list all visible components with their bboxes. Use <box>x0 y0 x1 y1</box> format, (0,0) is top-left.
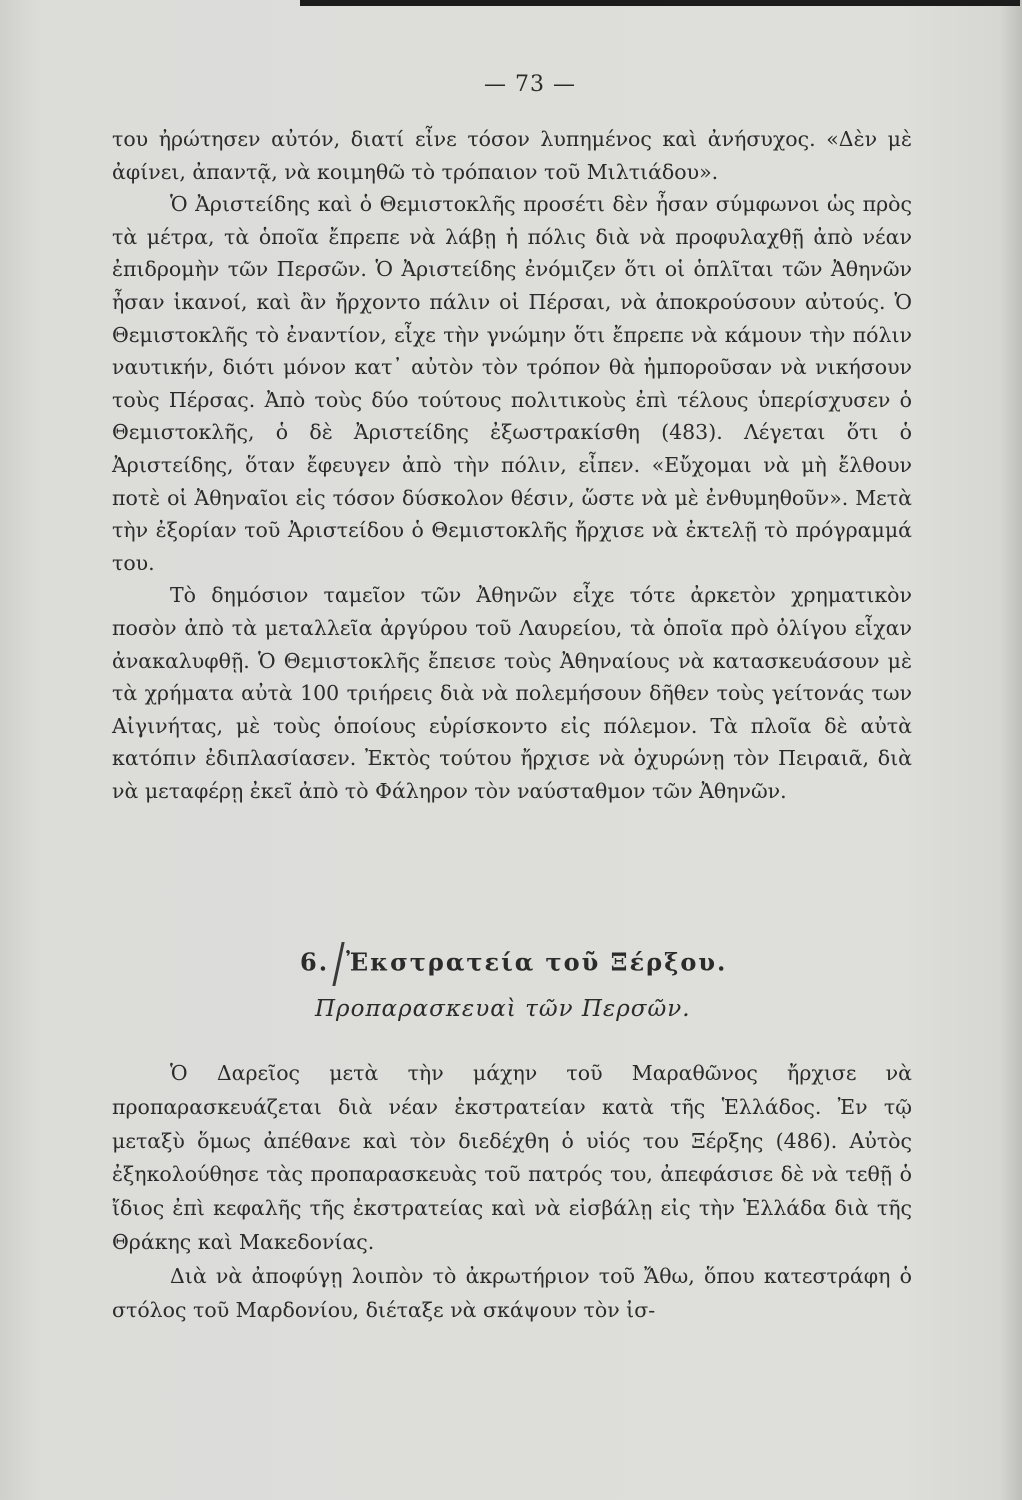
page-number: — 73 — <box>484 72 576 97</box>
section-title: Ἐκστρατεία τοῦ Ξέρξου. <box>346 947 728 977</box>
paragraph: Ὁ Δαρεῖος μετὰ τὴν μάχην τοῦ Μαραθῶνος ἤρχισε νὰ προπαρασκευάζεται διὰ νέαν ἐκστρατείαν κατὰ τῆς Ἑλλάδος. Ἐν τῷ μεταξὺ ὅμως ἀπέθανε καὶ τὸν διεδέχθη ὁ υἱός του Ξέρξης (486). Αὐτὸς ἐξηκολούθησε τὰς προπαρασκευὰς τοῦ πατρός του, ἀπεφάσισε δὲ νὰ τεθῇ ὁ ἴδιος ἐπὶ κεφαλῆς τῆς ἐκστρατείας καὶ νὰ εἰσβάλῃ εἰς τὴν Ἑλλάδα διὰ τῆς Θράκης καὶ Μακεδονίας. <box>112 1061 912 1254</box>
paragraph: του ἠρώτησεν αὐτόν, διατί εἶνε τόσον λυπημένος καὶ ἀνήσυχος. «Δὲν μὲ ἀφίνει, ἀπαντᾷ, νὰ κοιμηθῶ τὸ τρόπαιον τοῦ Μιλτιάδου». <box>112 127 912 184</box>
body-text-top <box>112 123 912 807</box>
section-number: 6. <box>300 947 330 977</box>
paragraph: Ὁ Ἀριστείδης καὶ ὁ Θεμιστοκλῆς προσέτι δὲν ἦσαν σύμφωνοι ὡς πρὸς τὰ μέτρα, τὰ ὁποῖα ἔπρεπε νὰ λάβῃ ἡ πόλις διὰ νὰ προφυλαχθῇ ἀπὸ νέαν ἐπιδρομὴν τῶν Περσῶν. Ὁ Ἀριστείδης ἐνόμιζεν ὅτι οἱ ὁπλῖται τῶν Ἀθηνῶν ἦσαν ἱκανοί, καὶ ἂν ἤρχοντο πάλιν οἱ Πέρσαι, νὰ ἀποκρούσουν αὐτούς. Ὁ Θεμιστοκλῆς τὸ ἐναντίον, εἶχε τὴν γνώμην ὅτι ἔπρεπε νὰ κάμουν τὴν πόλιν ναυτικήν, διότι μόνον κατ᾽ αὐτὸν τὸν τρόπον θὰ ἠμποροῦσαν νὰ νικήσουν τοὺς Πέρσας. Ἀπὸ τοὺς δύο τούτους πολιτικοὺς ἐπὶ τέλους ὑπερίσχυσεν ὁ Θεμιστοκλῆς, ὁ δὲ Ἀριστείδης ἐξωστρακίσθη (483). Λέγεται ὅτι ὁ Ἀριστείδης, ὅταν ἔφευγεν ἀπὸ τὴν πόλιν, εἶπεν. «Εὔχομαι νὰ μὴ ἔλθουν ποτὲ οἱ Ἀθηναῖοι εἰς τόσον δύσκολον θέσιν, ὥστε νὰ μὲ ἐνθυμηθοῦν». Μετὰ τὴν ἐξορίαν τοῦ Ἀριστείδου ὁ Θεμιστοκλῆς ἤρχισε νὰ ἐκτελῇ τὸ πρόγραμμά του. <box>112 192 912 575</box>
paragraph: Τὸ δημόσιον ταμεῖον τῶν Ἀθηνῶν εἶχε τότε ἀρκετὸν χρηματικὸν ποσὸν ἀπὸ τὰ μεταλλεῖα ἀργύρου τοῦ Λαυρείου, τὰ ὁποῖα πρὸ ὀλίγου εἶχαν ἀνακαλυφθῇ. Ὁ Θεμιστοκλῆς ἔπεισε τοὺς Ἀθηναίους νὰ κατασκευάσουν μὲ τὰ χρήματα αὐτὰ 100 τριήρεις διὰ νὰ πολεμήσουν δῆθεν τοὺς γείτονάς των Αἰγινήτας, μὲ τοὺς ὁποίους εὑρίσκοντο εἰς πόλεμον. Τὰ πλοῖα δὲ αὐτὰ κατόπιν ἐδιπλασίασεν. Ἐκτὸς τούτου ἤρχισε νὰ ὀχυρώνῃ τὸν Πειραιᾶ, διὰ νὰ μεταφέρῃ ἐκεῖ ἀπὸ τὸ Φάληρον τὸν ναύσταθμον τῶν Ἀθηνῶν. <box>112 583 912 803</box>
subheading: Προπαρασκευαὶ τῶν Περσῶν. <box>315 996 691 1022</box>
body-text-bottom <box>112 1057 912 1327</box>
paragraph: Διὰ νὰ ἀποφύγῃ λοιπὸν τὸ ἀκρωτήριον τοῦ Ἄθω, ὅπου κατεστράφη ὁ στόλος τοῦ Μαρδονίου, διέταξε νὰ σκάψουν τὸν ἰσ- <box>112 1263 912 1322</box>
section-heading <box>300 942 727 986</box>
pencil-mark <box>332 942 344 986</box>
scan-edge <box>300 0 1020 6</box>
